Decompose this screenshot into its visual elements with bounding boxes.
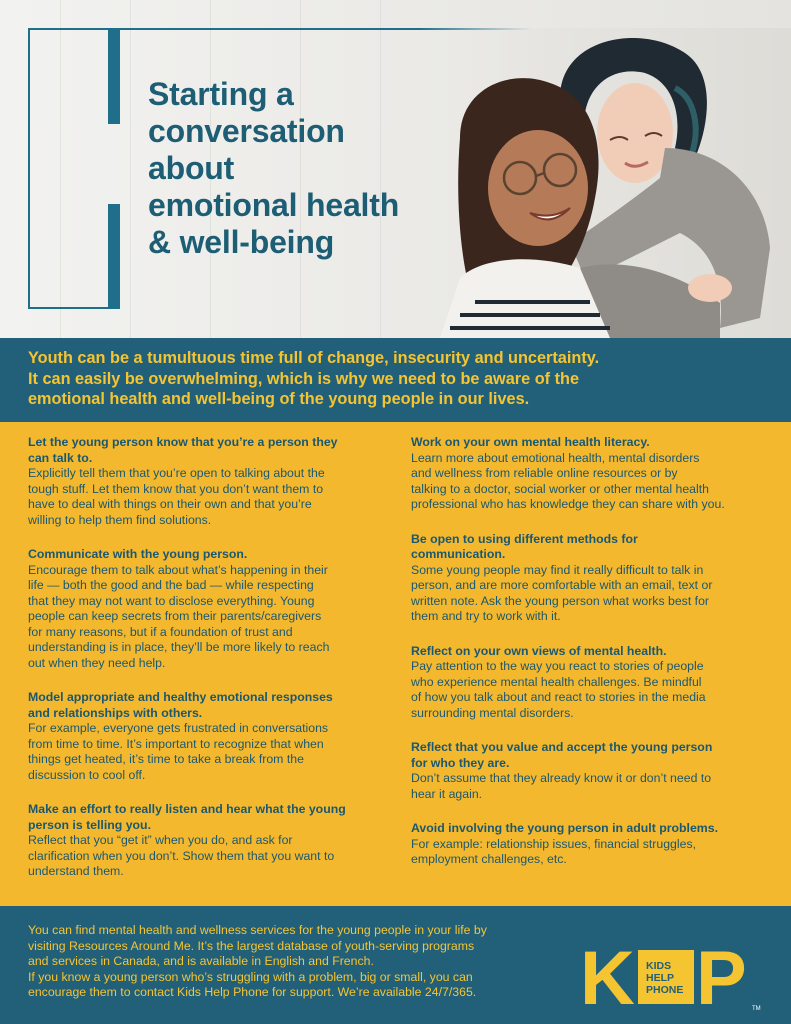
tip-body-line: employment challenges, etc. xyxy=(411,852,567,866)
tip-body-line: and wellness from reliable online resources or by xyxy=(411,466,678,480)
tip-item xyxy=(411,740,763,802)
tip-heading-line: Model appropriate and healthy emotional responses xyxy=(28,690,333,704)
tip-item xyxy=(28,690,380,783)
hero-section xyxy=(0,0,791,338)
logo-letter-k: K xyxy=(580,942,635,1012)
tip-heading-line: communication. xyxy=(411,547,506,561)
tip-body-line: For example, everyone gets frustrated in conversations xyxy=(28,721,329,735)
tip-body-line: of how you talk about and react to stories in the media xyxy=(411,690,706,704)
tip-heading xyxy=(28,690,380,721)
title-line: conversation xyxy=(148,113,345,149)
tip-heading-line: can talk to. xyxy=(28,450,93,465)
intro-banner xyxy=(0,338,791,422)
logo-trademark: TM xyxy=(752,1006,761,1012)
footer-line: encourage them to contact Kids Help Phone for support. We’re available 24/7/365. xyxy=(28,985,477,1000)
logo-letter-p: P xyxy=(696,942,747,1012)
tips-section xyxy=(0,422,791,906)
logo-word-kids: KIDS xyxy=(646,960,672,972)
tip-heading xyxy=(411,532,763,563)
tip-heading xyxy=(411,740,763,771)
tip-body-line: people can keep secrets from their parents/caregivers xyxy=(28,609,322,623)
tip-heading-line: for who they are. xyxy=(411,755,510,770)
tip-body-line: Some young people may find it really difficult to talk in xyxy=(411,562,704,577)
tip-body-line: Pay attention to the way you react to stories of people xyxy=(411,659,704,673)
tip-body-line: for many reasons, but if a foundation of trust and xyxy=(28,624,293,639)
tip-heading-line: and relationships with others. xyxy=(28,705,203,720)
logo-word-phone: PHONE xyxy=(646,984,684,996)
tip-heading-line: Reflect that you value and accept the young person xyxy=(411,740,713,754)
footer-line: If you know a young person who’s struggling with a problem, big or small, you can xyxy=(28,969,473,984)
tip-item xyxy=(28,547,380,671)
footer-text xyxy=(28,923,576,1001)
tip-body-line: life — both the good and the bad — while respecting xyxy=(28,578,314,592)
right-tips-column xyxy=(411,435,763,887)
tip-body-line: Reflect that you “get it” when you do, and ask for xyxy=(28,833,293,847)
tip-body-line: surrounding mental disorders. xyxy=(411,705,574,720)
tip-item xyxy=(411,435,763,513)
tip-body-line: tough stuff. Let them know that you don’t want them to xyxy=(28,481,324,496)
tip-heading xyxy=(411,435,763,451)
tip-body-line: For example: relationship issues, financial struggles, xyxy=(411,836,697,851)
title-line: Starting a xyxy=(148,76,294,112)
tip-item xyxy=(411,532,763,625)
tip-body-line: willing to help them find solutions. xyxy=(28,512,212,527)
kids-help-phone-logo xyxy=(580,942,775,1012)
tip-heading-line: Let the young person know that you’re a person they xyxy=(28,435,338,449)
tip-body-line: understanding is in place, they’ll be more likely to reach xyxy=(28,640,330,654)
footer-section xyxy=(0,906,791,1024)
tip-body-line: that they may not want to disclose everything. Young xyxy=(28,593,315,608)
tip-body-line: clarification when you don’t. Show them that you want to xyxy=(28,848,335,863)
tip-body-line: talking to a doctor, social worker or other mental health xyxy=(411,481,710,496)
tip-body-line: person, and are more comfortable with an email, text or xyxy=(411,578,713,592)
footer-line: You can find mental health and wellness services for the young people in your life by xyxy=(28,923,487,937)
tip-body-line: have to deal with things on their own and that you’re xyxy=(28,497,312,511)
tip-item xyxy=(28,802,380,880)
tip-body-line: hear it again. xyxy=(411,786,483,801)
title-line: emotional health xyxy=(148,187,400,223)
tip-body-line: written note. Ask the young person what works best for xyxy=(411,593,710,608)
title-line: & well-being xyxy=(148,224,335,260)
banner-line: emotional health and well-being of the young people in our lives. xyxy=(28,390,530,408)
tip-body-line: Encourage them to talk about what’s happening in their xyxy=(28,562,328,577)
footer-line: visiting Resources Around Me. It’s the largest database of youth-serving programs xyxy=(28,938,475,953)
banner-line: Youth can be a tumultuous time full of change, insecurity and uncertainty. xyxy=(28,349,600,367)
tip-heading-line: Be open to using different methods for xyxy=(411,531,638,546)
logo-word-help: HELP xyxy=(646,972,675,984)
tip-body-line: them and try to work with it. xyxy=(411,609,561,623)
left-tips-column xyxy=(28,435,380,899)
tip-heading xyxy=(28,802,380,833)
tip-body-line: things get heated, it’s time to take a break from the xyxy=(28,752,304,766)
tip-heading xyxy=(411,821,763,837)
tip-body-line: Learn more about emotional health, mental disorders xyxy=(411,450,700,465)
tip-body-line: understand them. xyxy=(28,864,124,878)
tip-body-line: professional who has knowledge they can share with you. xyxy=(411,497,725,511)
title-line: about xyxy=(148,150,235,186)
tip-heading-line: Make an effort to really listen and hear what the young xyxy=(28,802,346,816)
tip-body-line: discussion to cool off. xyxy=(28,767,146,782)
tip-heading-line: Reflect on your own views of mental health. xyxy=(411,643,667,658)
tip-heading xyxy=(411,644,763,660)
tip-heading-line: Communicate with the young person. xyxy=(28,547,248,561)
tip-body-line: Explicitly tell them that you’re open to talking about the xyxy=(28,466,325,480)
footer-line: and services in Canada, and is available in English and French. xyxy=(28,954,374,969)
tip-body-line: out when they need help. xyxy=(28,655,166,670)
tip-body-line: Don’t assume that they already know it or don’t need to xyxy=(411,771,712,785)
tip-heading xyxy=(28,435,380,466)
tip-item xyxy=(28,435,380,528)
tip-heading-line: Avoid involving the young person in adult problems. xyxy=(411,821,718,835)
tip-body-line: from time to time. It’s important to recognize that when xyxy=(28,736,324,751)
tip-heading xyxy=(28,547,380,563)
tip-heading-line: Work on your own mental health literacy. xyxy=(411,435,650,449)
tip-item xyxy=(411,821,763,868)
tip-heading-line: person is telling you. xyxy=(28,817,151,832)
banner-line: It can easily be overwhelming, which is why we need to be aware of the xyxy=(28,369,580,388)
tip-body-line: who experience mental health challenges. Be mindful xyxy=(411,674,702,689)
tip-item xyxy=(411,644,763,722)
hero-photo xyxy=(420,28,791,338)
